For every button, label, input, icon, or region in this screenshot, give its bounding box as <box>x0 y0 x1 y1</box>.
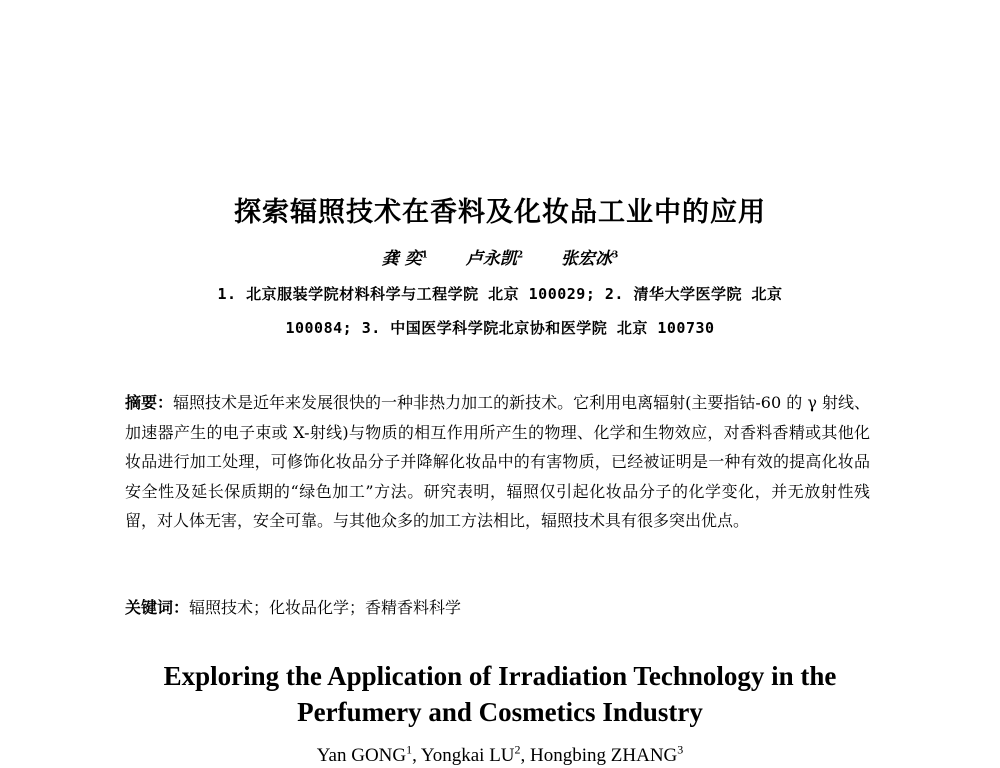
author-affil-mark: 1 <box>406 743 413 757</box>
keywords <box>125 595 870 618</box>
author-list-cn <box>0 244 1000 269</box>
abstract <box>125 388 870 536</box>
affiliation-line-1: 1. 北京服装学院材料科学与工程学院 北京 100029; 2. 清华大学医学院 北京 <box>217 285 783 303</box>
paper-title-cn: 探索辐照技术在香料及化妆品工业中的应用 <box>234 197 766 228</box>
paper-title-en-line-1: Exploring the Application of Irradiation Technology in the <box>163 661 837 691</box>
keywords-text: 辐照技术；化妆品化学；香精香料科学 <box>189 598 462 617</box>
author-name: Yan GONG <box>316 745 407 767</box>
author-en: Yongkai $LU^2$, <box>420 743 531 767</box>
author-affil-mark: 1 <box>421 250 428 261</box>
author-affil-mark: 2 <box>514 743 521 757</box>
author-en <box>530 745 683 766</box>
abstract-label: 摘要： <box>125 393 174 412</box>
author-cn <box>382 244 428 269</box>
keywords-label: 关键词： <box>125 598 190 617</box>
abstract-text: 辐照技术是近年来发展很快的一种非热力加工的新技术。它利用电离辐射(主要指钴-60 的 γ 射线、加速器产生的电子束或 X-射线)与物质的相互作用所产生的物理、化学和生物效应，对香料香精或其他化妆品进行加工处理，可修饰化妆品分子并降解化妆品中的有害物质，已经被证明是一种有效的提高化妆品安全性及延长保质期的“绿色加工”方法。研究表明，辐照仅引起化妆品分子的化学变化，并无放射性残留，对人体无害，安全可靠。与其他众多的加工方法相比，辐照技术具有很多突出优点。 <box>125 393 870 530</box>
author-affil-mark: 2 <box>516 250 524 261</box>
author-name: Hongbing ZHANG <box>530 745 678 767</box>
author-affil-mark: 3 <box>612 250 619 261</box>
paper-title-en <box>0 658 1000 730</box>
author-name: 卢永凯 <box>465 249 517 269</box>
author-name: 张宏冰 <box>561 249 613 269</box>
author-name: Yongkai LU <box>420 745 515 767</box>
author-list-en <box>0 738 1000 768</box>
author-cn <box>561 244 618 269</box>
author-name: 龚 奕 <box>381 249 422 269</box>
paper-title-en-line-2: Perfumery and Cosmetics Industry <box>297 697 703 727</box>
author-cn <box>466 244 523 269</box>
author-affil-mark: 3 <box>677 743 684 757</box>
author-en: Yan GONG$^1$, <box>316 743 421 767</box>
affiliation-line-2: 100084; 3. 中国医学科学院北京协和医学院 北京 100730 <box>285 319 715 337</box>
